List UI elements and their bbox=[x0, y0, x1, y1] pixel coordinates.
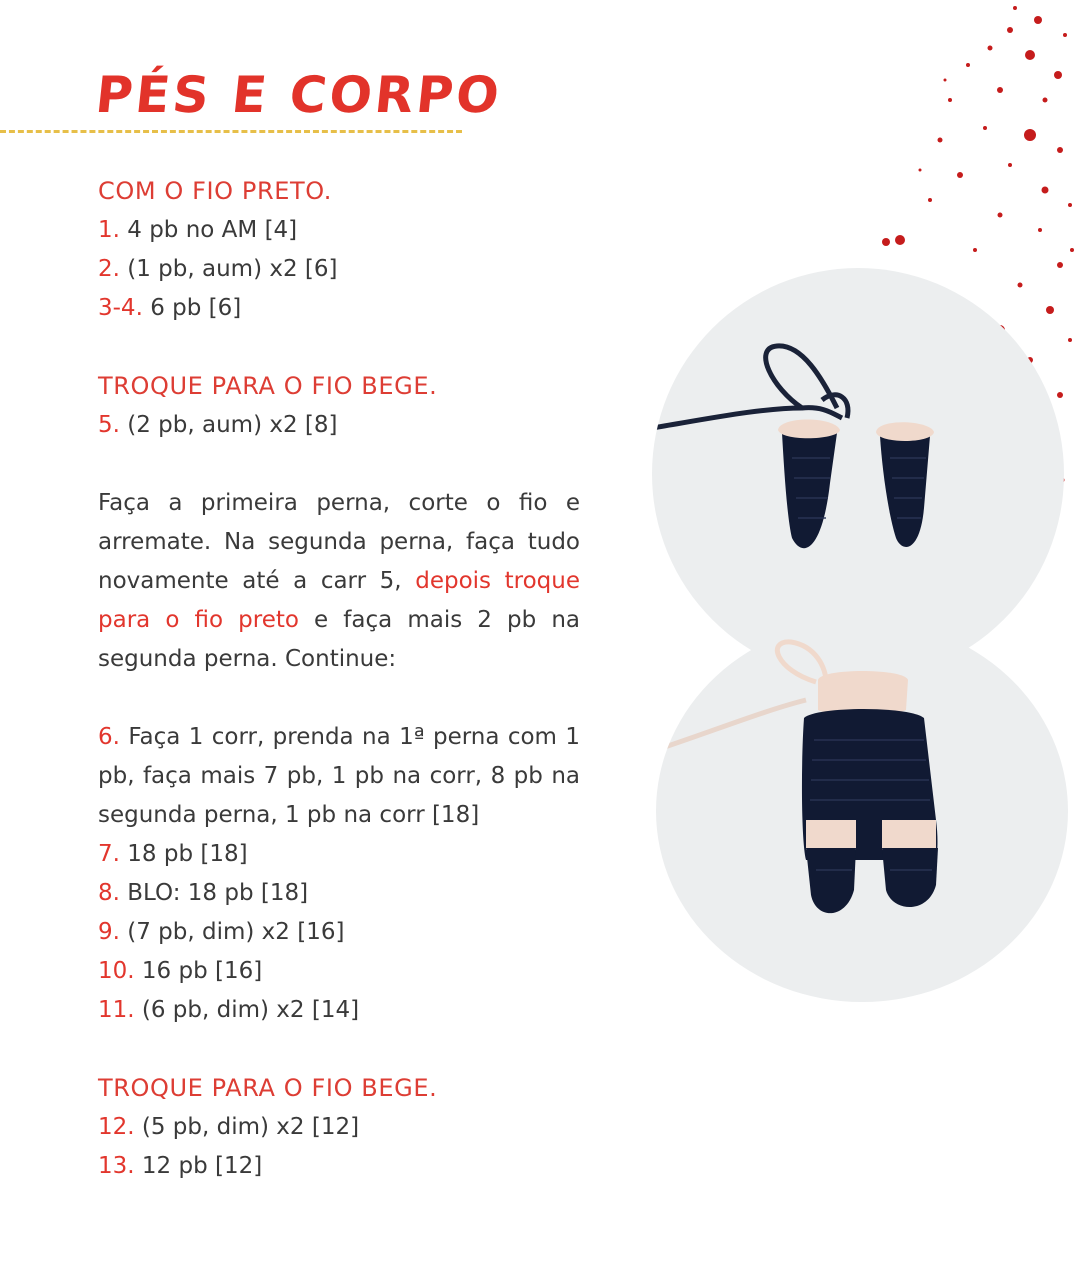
row-number: 13. bbox=[98, 1153, 135, 1179]
instruction-row bbox=[98, 211, 580, 250]
row-text: BLO: 18 pb [18] bbox=[119, 880, 309, 906]
row-number: 1. bbox=[98, 217, 120, 243]
instruction-row bbox=[98, 1147, 580, 1186]
instruction-row bbox=[98, 913, 580, 952]
row-text: (6 pb, dim) x2 [14] bbox=[134, 997, 360, 1023]
row-number: 9. bbox=[98, 919, 120, 945]
instruction-row bbox=[98, 874, 580, 913]
row-text: 12 pb [12] bbox=[134, 1153, 263, 1179]
heading-beige-yarn-2: TROQUE PARA O FIO BEGE. bbox=[98, 1074, 438, 1102]
row-number: 6. bbox=[98, 724, 120, 750]
paragraph-highlight: depois troque para o fio preto bbox=[98, 568, 580, 633]
photo-crochet-legs bbox=[652, 268, 1064, 680]
row-number: 10. bbox=[98, 958, 135, 984]
instruction-row bbox=[98, 289, 580, 328]
paragraph-text: Faça a primeira perna, corte o fio e arremate. Na segunda perna, faça tudo novamente até a carr 5, bbox=[98, 490, 580, 594]
instruction-row bbox=[98, 835, 580, 874]
instruction-paragraph bbox=[98, 484, 580, 679]
row-number: 8. bbox=[98, 880, 120, 906]
heading-black-yarn: COM O FIO PRETO. bbox=[98, 177, 333, 205]
row-number: 2. bbox=[98, 256, 120, 282]
instruction-row bbox=[98, 1108, 580, 1147]
page-title: PÉS E CORPO bbox=[92, 66, 505, 124]
row-number: 12. bbox=[98, 1114, 135, 1140]
instruction-row bbox=[98, 406, 580, 445]
row-text: (5 pb, dim) x2 [12] bbox=[134, 1114, 360, 1140]
pattern-instructions bbox=[98, 172, 580, 1186]
row-number: 3-4. bbox=[98, 295, 143, 321]
paragraph-text-end: e faça mais 2 pb na segunda perna. Continue: bbox=[98, 607, 580, 672]
row-number: 5. bbox=[98, 412, 120, 438]
instruction-row bbox=[98, 991, 580, 1030]
row-text: 6 pb [6] bbox=[142, 295, 242, 321]
instruction-row bbox=[98, 952, 580, 991]
row-text: (1 pb, aum) x2 [6] bbox=[119, 256, 338, 282]
row-text: (7 pb, dim) x2 [16] bbox=[119, 919, 345, 945]
row-number: 11. bbox=[98, 997, 135, 1023]
instruction-row bbox=[98, 250, 580, 289]
row-text: 18 pb [18] bbox=[119, 841, 248, 867]
row-text: 4 pb no AM [4] bbox=[119, 217, 298, 243]
title-divider bbox=[0, 130, 462, 133]
heading-beige-yarn: TROQUE PARA O FIO BEGE. bbox=[98, 372, 438, 400]
row-text: Faça 1 corr, prenda na 1ª perna com 1 pb, faça mais 7 pb, 1 pb na corr, 8 pb na segunda perna, 1 pb na corr [18] bbox=[98, 724, 580, 828]
photo-crochet-body bbox=[656, 620, 1068, 1002]
row-text: (2 pb, aum) x2 [8] bbox=[119, 412, 338, 438]
row-text: 16 pb [16] bbox=[134, 958, 263, 984]
row-number: 7. bbox=[98, 841, 120, 867]
instruction-row-6 bbox=[98, 718, 580, 835]
